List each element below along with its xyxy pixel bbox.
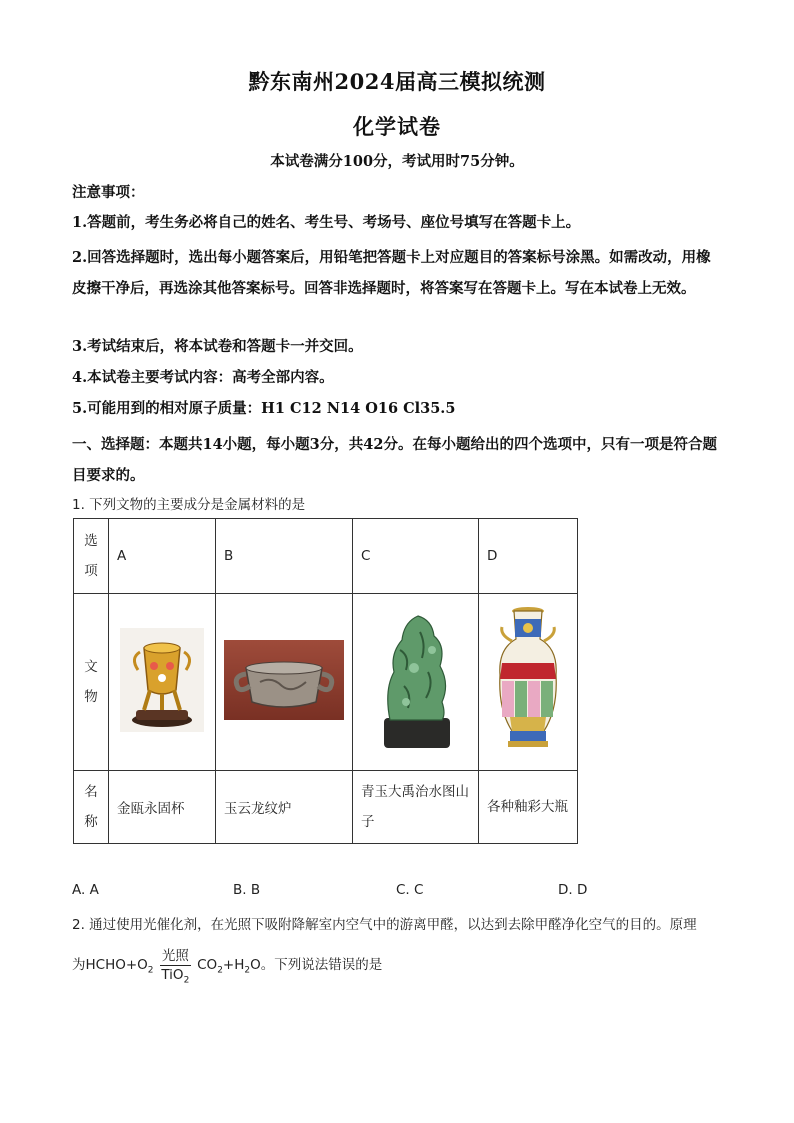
question-1-stem: 1. 下列文物的主要成分是金属材料的是 xyxy=(72,497,306,513)
row-label-text: 名称 xyxy=(84,784,98,830)
row-label-text: 选项 xyxy=(84,533,98,579)
note-item-3: 3.考试结束后，将本试卷和答题卡一并交回。 xyxy=(72,338,363,355)
note-item-2: 2.回答选择题时，选出每小题答案后，用铅笔把答题卡上对应题目的答案标号涂黑。如需改动，用橡皮擦干净后，再选涂其他答案标号。回答非选择题时，将答案写在答题卡上。写在本试卷上无效。 xyxy=(72,249,711,297)
condition-top: 光照 xyxy=(160,944,191,966)
gold-cup-icon xyxy=(120,628,204,732)
enamel-vase-icon xyxy=(488,605,568,755)
table-cell xyxy=(216,594,353,771)
table-row xyxy=(74,519,578,594)
eq-prefix: 为 xyxy=(72,956,86,973)
option-d: D. D xyxy=(558,882,588,898)
eq-product-1: CO xyxy=(197,956,218,973)
catalyst-text: TiO xyxy=(161,967,184,983)
table-cell: C xyxy=(353,519,479,594)
eq-left-sub: 2 xyxy=(147,965,154,976)
table-cell: 金瓯永固杯 xyxy=(109,771,216,844)
eq-product-2: +H xyxy=(222,956,245,973)
table-row xyxy=(74,771,578,844)
eq-tail: 。下列说法错误的是 xyxy=(260,956,383,973)
row-label-text: 文物 xyxy=(84,659,98,705)
catalyst-sub: 2 xyxy=(183,975,190,986)
jade-censer-icon xyxy=(224,640,344,720)
jade-mountain-icon xyxy=(376,610,456,750)
reaction-equation xyxy=(72,944,382,986)
note-item-5: 5.可能用到的相对原子质量：H1 C12 N14 O16 Cl35.5 xyxy=(72,400,456,417)
condition-bottom xyxy=(160,966,191,986)
table-cell: 玉云龙纹炉 xyxy=(216,771,353,844)
subject-title: 化学试卷 xyxy=(353,114,441,139)
question-2-stem: 2. 通过使用光催化剂，在光照下吸附降解室内空气中的游离甲醛，以达到去除甲醛净化空气的目的。原理 xyxy=(72,917,697,933)
table-cell: A xyxy=(109,519,216,594)
row-label-option xyxy=(74,519,109,594)
note-item-4: 4.本试卷主要考试内容：高考全部内容。 xyxy=(72,369,334,386)
row-label-name xyxy=(74,771,109,844)
eq-left: HCHO+O xyxy=(85,956,148,973)
option-c: C. C xyxy=(396,882,424,898)
row-label-artifact xyxy=(74,594,109,771)
eq-product-3: O xyxy=(250,956,261,973)
table-cell: 青玉大禹治水图山子 xyxy=(353,771,479,844)
table-cell xyxy=(479,594,578,771)
option-b: B. B xyxy=(233,882,261,898)
section-heading: 一、选择题：本题共14小题，每小题3分，共42分。在每小题给出的四个选项中，只有一项是符合题目要求的。 xyxy=(72,436,717,484)
table-cell xyxy=(109,594,216,771)
table-cell: 各种釉彩大瓶 xyxy=(479,771,578,844)
note-item-1: 1.答题前，考生务必将自己的姓名、考生号、考场号、座位号填写在答题卡上。 xyxy=(72,214,581,231)
table-cell: B xyxy=(216,519,353,594)
eq-product-2-sub: 2 xyxy=(244,965,251,976)
exam-subtitle: 本试卷满分100分，考试用时75分钟。 xyxy=(270,153,524,170)
artifact-table xyxy=(73,518,578,844)
option-a: A. A xyxy=(72,882,99,898)
table-cell xyxy=(353,594,479,771)
table-row xyxy=(74,594,578,771)
reaction-condition xyxy=(160,944,191,986)
exam-title: 黔东南州2024届高三模拟统测 xyxy=(248,69,546,94)
notes-heading: 注意事项： xyxy=(72,184,145,201)
eq-product-1-sub: 2 xyxy=(217,965,223,976)
table-cell: D xyxy=(479,519,578,594)
